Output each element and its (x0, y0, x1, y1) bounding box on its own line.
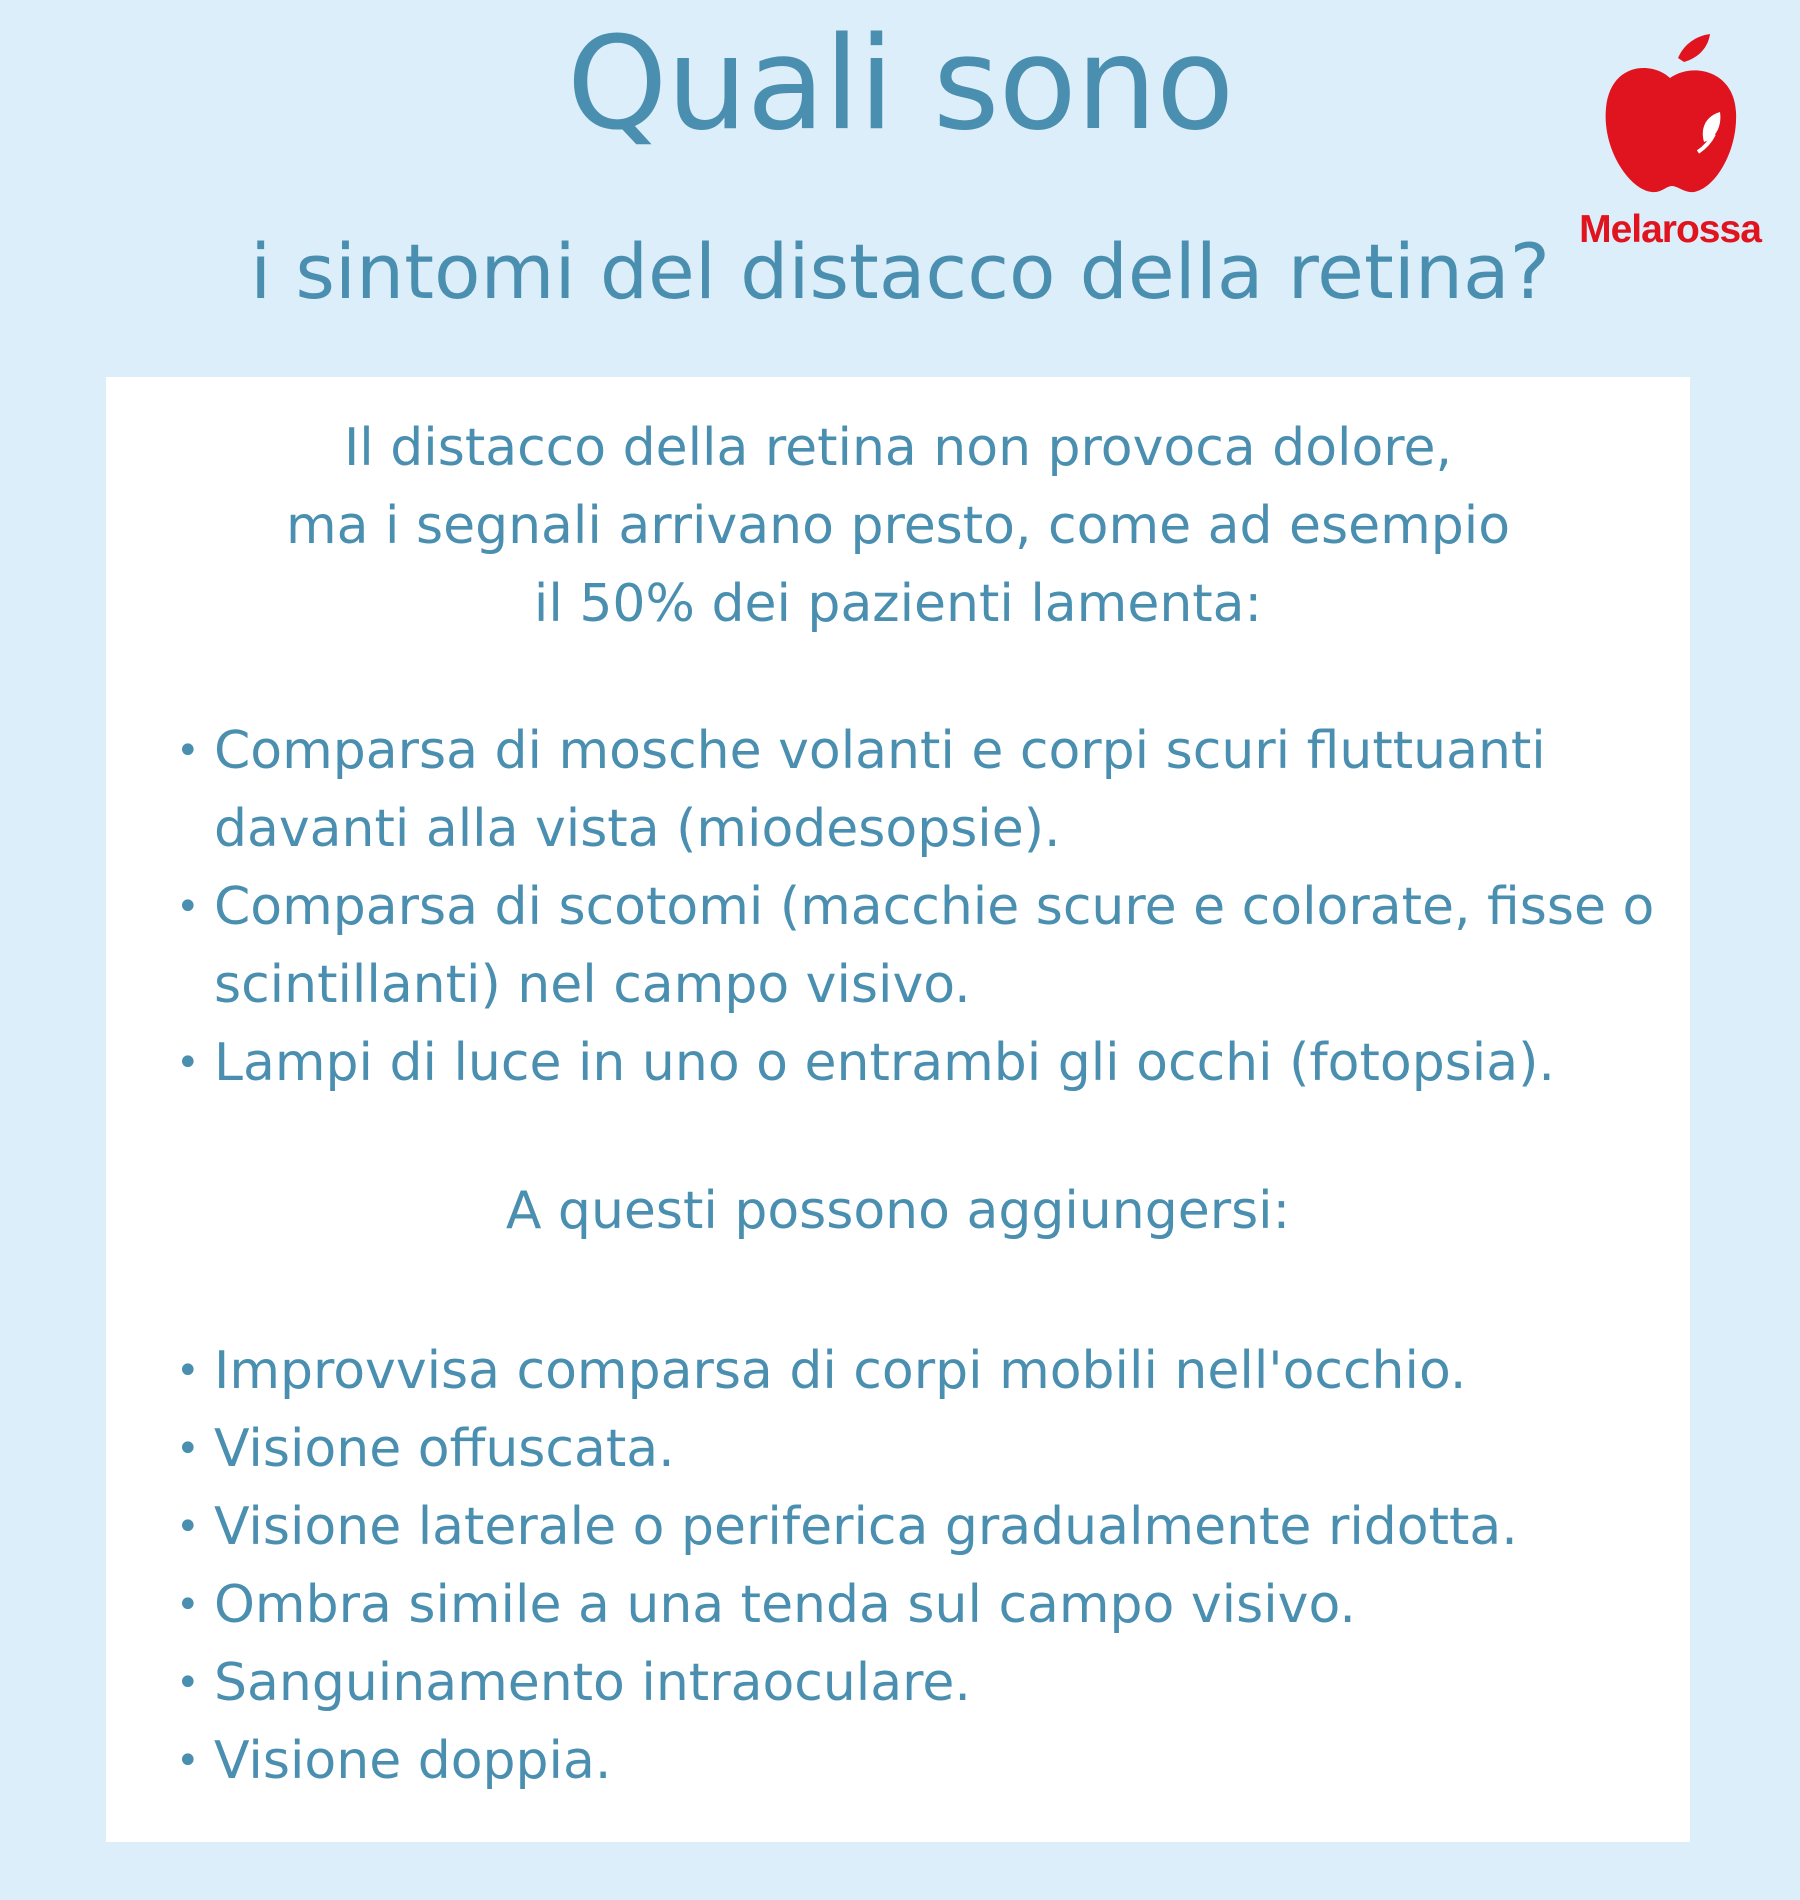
brand-logo[interactable] (1560, 30, 1780, 260)
bullet-icon: • (176, 1426, 200, 1472)
list-item (176, 1566, 1656, 1644)
list-item-text: Improvvisa comparsa di corpi mobili nell'occhio. (214, 1341, 1467, 1401)
additional-heading: A questi possono aggiungersi: (505, 1181, 1291, 1241)
list-item (176, 1722, 1656, 1800)
list-item (176, 1410, 1656, 1488)
list-item (176, 712, 1656, 868)
bullet-icon: • (176, 1660, 200, 1706)
list-item-text: Lampi di luce in uno o entrambi gli occhi (fotopsia). (214, 1033, 1555, 1093)
intro-line: Il distacco della retina non provoca dolore, (343, 418, 1453, 478)
content-card (106, 377, 1690, 1842)
list-item (176, 1332, 1656, 1410)
list-item-text: Ombra simile a una tenda sul campo visivo. (214, 1575, 1356, 1635)
list-item-text: Visione laterale o periferica gradualmente ridotta. (214, 1497, 1518, 1557)
list-item (176, 868, 1656, 1024)
bullet-icon: • (176, 1504, 200, 1550)
intro-text (106, 409, 1690, 643)
bullet-icon: • (176, 1348, 200, 1394)
list-item (176, 1488, 1656, 1566)
additional-symptoms-list (176, 1332, 1656, 1800)
bullet-icon: • (176, 1040, 200, 1086)
brand-name: Melarossa (1579, 208, 1761, 251)
symptoms-list (176, 712, 1656, 1102)
bullet-icon: • (176, 884, 200, 930)
bullet-icon: • (176, 1738, 200, 1784)
list-item-text: Comparsa di scotomi (macchie scure e colorate, fisse o scintillanti) nel campo visivo. (214, 877, 1655, 1015)
page-title: Quali sono (566, 10, 1234, 159)
intro-line: ma i segnali arrivano presto, come ad esempio (285, 496, 1511, 556)
apple-icon (1600, 30, 1740, 195)
list-item-text: Visione doppia. (214, 1731, 612, 1791)
list-item-text: Comparsa di mosche volanti e corpi scuri fluttuanti davanti alla vista (miodesopsie). (214, 721, 1546, 859)
list-item (176, 1644, 1656, 1722)
page-subtitle: i sintomi del distacco della retina? (250, 227, 1550, 316)
list-item (176, 1024, 1656, 1102)
list-item-text: Sanguinamento intraoculare. (214, 1653, 971, 1713)
bullet-icon: • (176, 1582, 200, 1628)
bullet-icon: • (176, 728, 200, 774)
intro-line: il 50% dei pazienti lamenta: (533, 574, 1263, 634)
list-item-text: Visione offuscata. (214, 1419, 675, 1479)
